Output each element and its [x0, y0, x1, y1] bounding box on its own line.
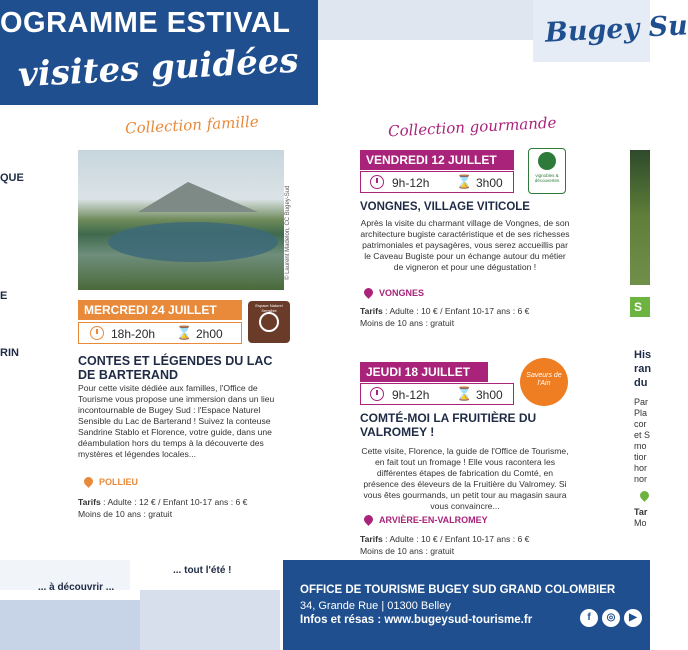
partial-text: Par	[634, 397, 649, 407]
hourglass-icon: ⌛	[456, 174, 473, 189]
partial-text: nor	[634, 474, 648, 484]
prices-value: : Adulte : 12 € / Enfant 10-17 ans : 6 €	[100, 497, 248, 507]
flower-icon	[259, 312, 279, 332]
partial-text: Pla	[634, 408, 648, 418]
event-time: 9h-12h	[392, 176, 430, 190]
event-prices	[360, 534, 570, 557]
prices-value: : Adulte : 10 € / Enfant 10-17 ans : 6 €	[382, 534, 530, 544]
event-date-badge: S	[630, 297, 650, 317]
partial-text: cor	[634, 419, 647, 429]
tagline-summer: ... tout l'été !	[173, 565, 232, 576]
event-location	[364, 515, 488, 525]
side-fragment: E	[0, 290, 8, 302]
partial-text: Tar	[634, 507, 648, 517]
leaf-icon	[538, 152, 556, 170]
event-location	[84, 477, 138, 487]
event-location	[364, 288, 424, 298]
prices-free: Moins de 10 ans : gratuit	[360, 317, 455, 328]
logo-label: Espace Naturel Sensible	[255, 303, 283, 313]
lake-shape	[108, 222, 278, 262]
prices-value: : Adulte : 10 € / Enfant 10-17 ans : 6 €	[382, 306, 530, 316]
event-title: CONTES ET LÉGENDES DU LAC DE BARTERAND	[78, 354, 273, 383]
forest-photo	[630, 150, 650, 285]
hourglass-icon: ⌛	[456, 386, 473, 401]
office-name: OFFICE DE TOURISME BUGEY SUD GRAND COLOMBIER	[300, 584, 616, 596]
decor-block	[318, 0, 538, 40]
logo-label: vignobles & découvertes	[534, 173, 560, 183]
event-title: VONGNES, VILLAGE VITICOLE	[360, 201, 530, 213]
decor-block	[140, 590, 280, 650]
partial-text: His	[634, 349, 652, 361]
partial-text: du	[634, 377, 648, 389]
clock-icon	[370, 387, 384, 401]
tagline-discover: ... à découvrir ...	[38, 582, 115, 593]
lake-photo	[78, 150, 284, 290]
event-location-name: POLLIEU	[99, 477, 139, 487]
event-prices	[360, 306, 570, 329]
event-duration: 3h00	[476, 388, 503, 402]
event-description: Après la visite du charmant village de Vongnes, de son architecture bugiste caractéristique et de ses richesses patrimoniales et paysagères, vous serez accueillis par le Caveau Bugiste pour un échange autour du métier de vigneron et pour une dégustation !	[360, 218, 570, 272]
event-date-badge: JEUDI 18 JUILLET	[360, 362, 488, 382]
decor-block	[0, 600, 140, 650]
event-duration: 3h00	[476, 176, 503, 190]
youtube-icon[interactable]: ▶	[624, 609, 642, 627]
right-header-title: Bugey Su	[544, 10, 688, 49]
partial-text: Mo	[634, 518, 647, 528]
partial-text: ran	[634, 363, 652, 375]
event-duration: 2h00	[196, 327, 223, 341]
partial-text: mo	[634, 441, 647, 451]
event-description: Pour cette visite dédiée aux familles, l'Office de Tourisme vous propose une immersion dans un lieu incontournable de Bugey Sud : l'Espace Naturel Sensible du Lac de Barterand ! Suivez la conteuse Sandrine Stablo et Florence, votre guide, dans une déambulation hors du temps à la découverte des mystères et légendes locales...	[78, 383, 275, 459]
event-date-badge: MERCREDI 24 JUILLET	[78, 300, 242, 320]
event-prices	[78, 497, 288, 520]
location-pin-icon	[362, 286, 375, 299]
photo-credit: © Laurent Madelon, CC Bugey-Sud	[285, 185, 291, 280]
location-pin-icon	[638, 489, 651, 502]
side-fragment: QUE	[0, 172, 24, 184]
partial-text: tior	[634, 452, 647, 462]
logo-label: Saveurs de l'Ain	[526, 372, 562, 387]
location-pin-icon	[362, 513, 375, 526]
office-website[interactable]: Infos et résas : www.bugeysud-tourisme.fr	[300, 614, 533, 626]
facebook-icon[interactable]: f	[580, 609, 598, 627]
location-pin-icon	[82, 475, 95, 488]
office-address: 34, Grande Rue | 01300 Belley	[300, 600, 451, 612]
event-title: COMTÉ-MOI LA FRUITIÈRE DU VALROMEY !	[360, 411, 537, 439]
event-time: 9h-12h	[392, 388, 430, 402]
hourglass-icon: ⌛	[176, 325, 193, 340]
page-title: OGRAMME ESTIVAL	[0, 7, 291, 39]
event-description: Cette visite, Florence, la guide de l'Office de Tourisme, en fait tout un fromage ! Elle vous racontera les différentes étapes de fabrication du Comté, en présence des éleveurs de la Fruitière du Valromey. Si vous êtes gourmands, un petit tour au magasin saura vous convaincre...	[361, 446, 569, 511]
prices-free: Moins de 10 ans : gratuit	[78, 508, 173, 519]
partial-text: et S	[634, 430, 651, 440]
instagram-icon[interactable]: ◎	[602, 609, 620, 627]
side-fragment: RIN	[0, 347, 19, 359]
prices-label: Tarifs	[78, 497, 101, 507]
clock-icon	[370, 175, 384, 189]
mountain-shape	[138, 182, 258, 212]
event-date-badge: VENDREDI 12 JUILLET	[360, 150, 514, 170]
prices-label: Tarifs	[360, 534, 383, 544]
collection-gourmande-heading: Collection gourmande	[387, 113, 557, 141]
prices-label: Tarifs	[360, 306, 383, 316]
event-location-name: ARVIÈRE-EN-VALROMEY	[379, 515, 488, 525]
event-location-name: VONGNES	[379, 288, 425, 298]
partial-text: hor	[634, 463, 648, 473]
event-time: 18h-20h	[111, 327, 156, 341]
page-subtitle: visites guidées	[17, 40, 300, 96]
prices-free: Moins de 10 ans : gratuit	[360, 545, 455, 556]
collection-famille-heading: Collection famille	[124, 112, 260, 138]
clock-icon	[90, 326, 104, 340]
